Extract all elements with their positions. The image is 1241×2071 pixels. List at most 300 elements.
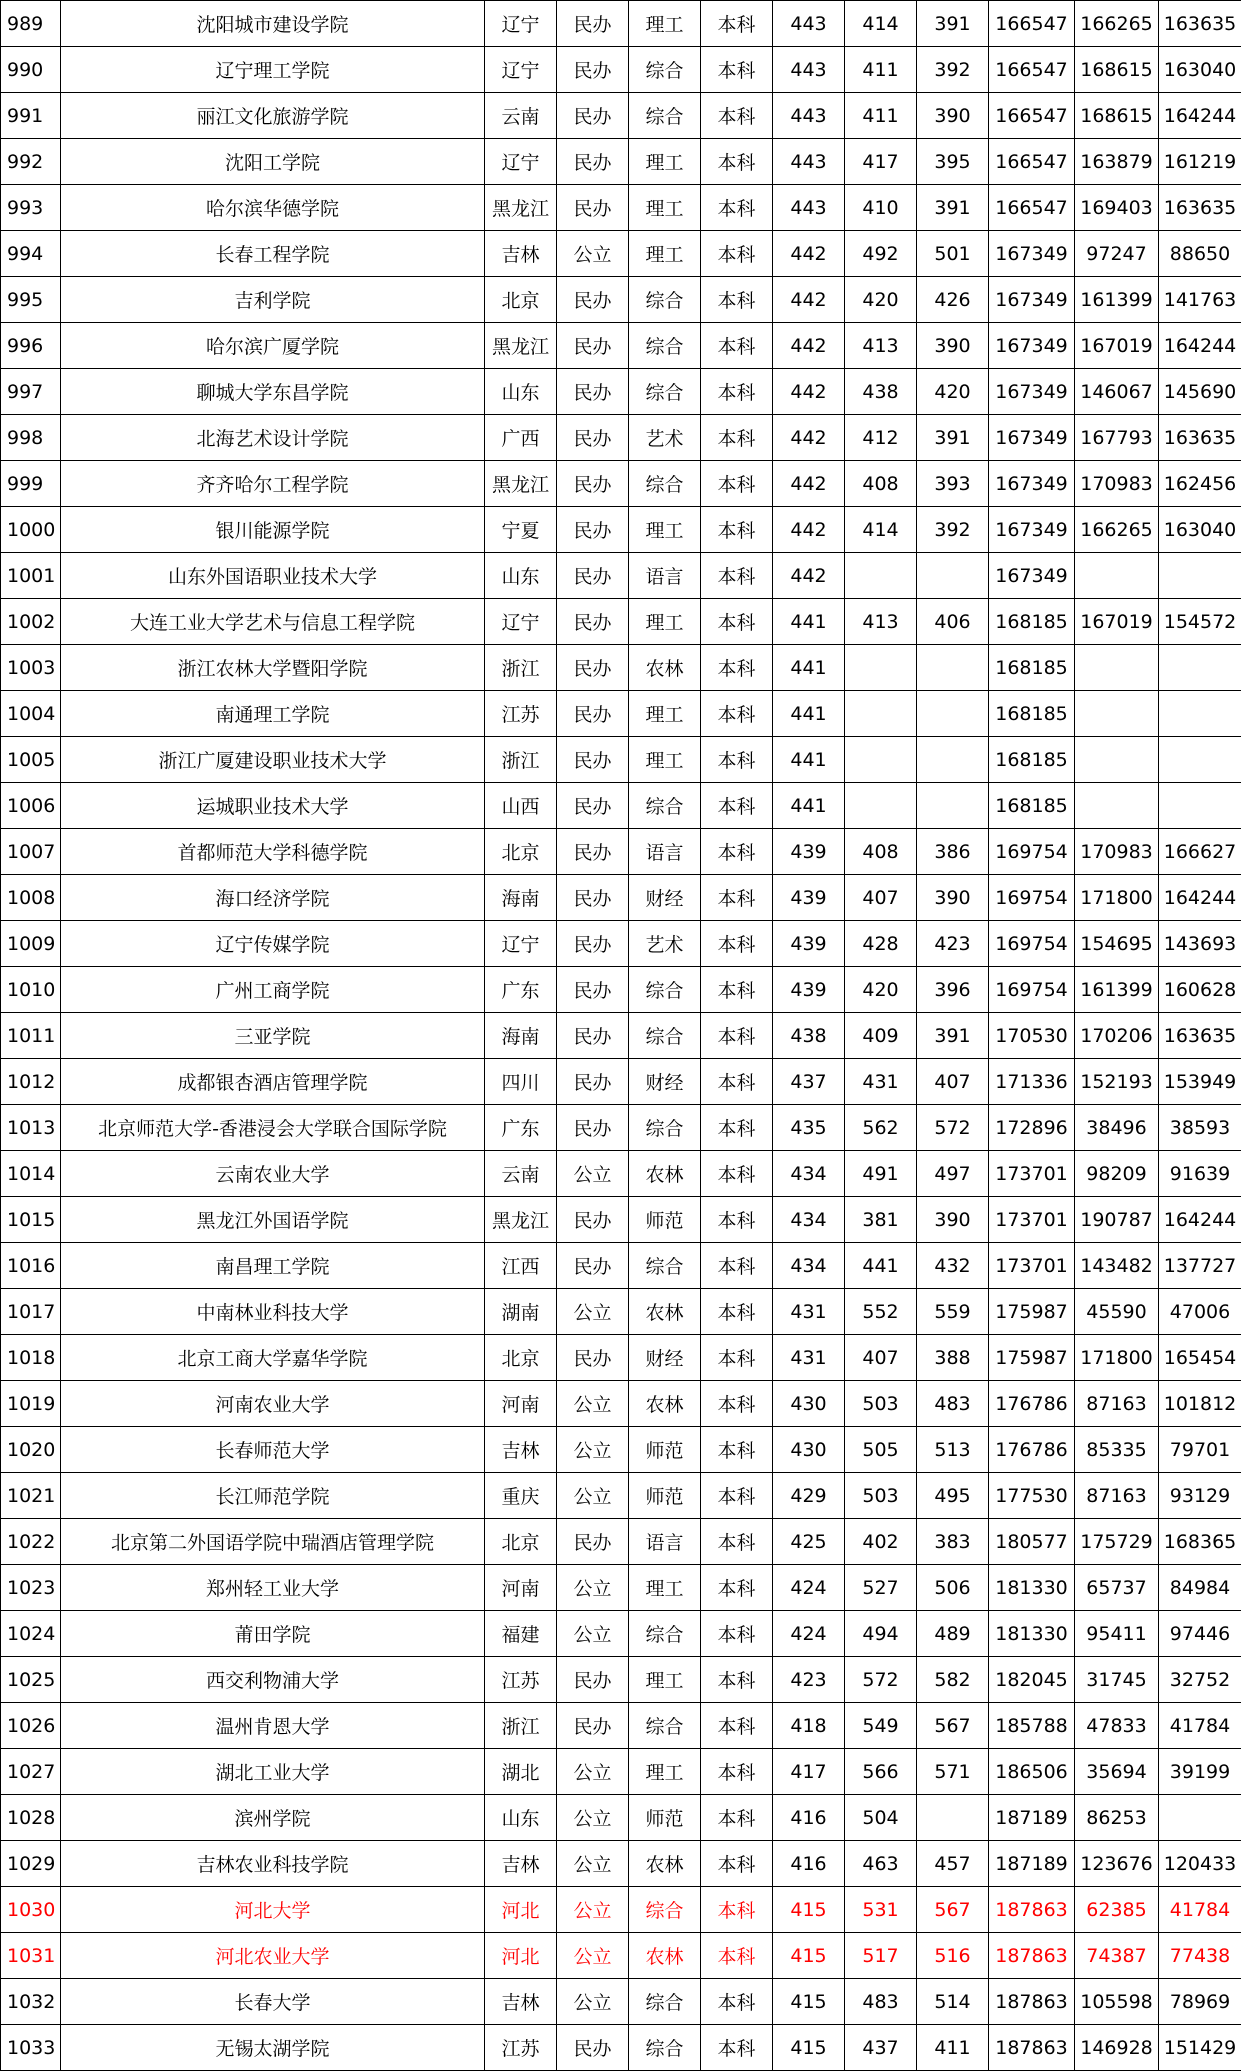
position-2-cell: 74387 [1075, 1933, 1159, 1979]
table-row [1, 1105, 1241, 1151]
rank-cell: 990 [1, 47, 61, 93]
score-2-cell: 412 [845, 415, 917, 461]
ownership-cell: 公立 [557, 1795, 629, 1841]
position-cell: 171336 [989, 1059, 1075, 1105]
score-2-cell: 411 [845, 93, 917, 139]
position-cell: 166547 [989, 1, 1075, 47]
province-cell: 四川 [485, 1059, 557, 1105]
score-2-cell: 517 [845, 1933, 917, 1979]
province-cell: 吉林 [485, 1841, 557, 1887]
rank-cell: 1027 [1, 1749, 61, 1795]
category-cell: 综合 [629, 967, 701, 1013]
province-cell: 黑龙江 [485, 185, 557, 231]
position-2-cell: 170206 [1075, 1013, 1159, 1059]
category-cell: 综合 [629, 1243, 701, 1289]
rank-cell: 1009 [1, 921, 61, 967]
score-cell: 439 [773, 829, 845, 875]
position-3-cell: 78969 [1159, 1979, 1241, 2025]
ownership-cell: 公立 [557, 1473, 629, 1519]
rank-cell: 1025 [1, 1657, 61, 1703]
score-2-cell: 408 [845, 461, 917, 507]
position-2-cell: 154695 [1075, 921, 1159, 967]
category-cell: 语言 [629, 829, 701, 875]
score-2-cell: 531 [845, 1887, 917, 1933]
rank-cell: 1015 [1, 1197, 61, 1243]
score-2-cell [845, 553, 917, 599]
position-3-cell: 163040 [1159, 507, 1241, 553]
ownership-cell: 民办 [557, 1519, 629, 1565]
school-name-cell: 海口经济学院 [61, 875, 485, 921]
category-cell: 理工 [629, 507, 701, 553]
score-3-cell: 391 [917, 1, 989, 47]
province-cell: 浙江 [485, 737, 557, 783]
province-cell: 吉林 [485, 231, 557, 277]
ownership-cell: 民办 [557, 415, 629, 461]
score-2-cell: 503 [845, 1473, 917, 1519]
category-cell: 艺术 [629, 415, 701, 461]
position-3-cell: 101812 [1159, 1381, 1241, 1427]
position-3-cell: 137727 [1159, 1243, 1241, 1289]
ownership-cell: 民办 [557, 93, 629, 139]
ownership-cell: 民办 [557, 921, 629, 967]
level-cell: 本科 [701, 1335, 773, 1381]
rank-cell: 1014 [1, 1151, 61, 1197]
score-2-cell: 549 [845, 1703, 917, 1749]
score-3-cell: 390 [917, 323, 989, 369]
level-cell: 本科 [701, 875, 773, 921]
score-3-cell: 393 [917, 461, 989, 507]
ownership-cell: 民办 [557, 369, 629, 415]
score-3-cell: 489 [917, 1611, 989, 1657]
score-cell: 417 [773, 1749, 845, 1795]
score-3-cell: 420 [917, 369, 989, 415]
position-cell: 168185 [989, 783, 1075, 829]
score-2-cell: 402 [845, 1519, 917, 1565]
position-cell: 187863 [989, 1887, 1075, 1933]
rank-cell: 1017 [1, 1289, 61, 1335]
province-cell: 黑龙江 [485, 1197, 557, 1243]
level-cell: 本科 [701, 415, 773, 461]
school-name-cell: 吉林农业科技学院 [61, 1841, 485, 1887]
province-cell: 河南 [485, 1565, 557, 1611]
score-3-cell: 406 [917, 599, 989, 645]
position-2-cell [1075, 783, 1159, 829]
position-2-cell: 170983 [1075, 461, 1159, 507]
table-row [1, 737, 1241, 783]
ownership-cell: 民办 [557, 47, 629, 93]
position-cell: 175987 [989, 1335, 1075, 1381]
position-2-cell: 169403 [1075, 185, 1159, 231]
category-cell: 综合 [629, 1887, 701, 1933]
position-3-cell: 141763 [1159, 277, 1241, 323]
table-body [1, 1, 1241, 2071]
position-2-cell [1075, 691, 1159, 737]
score-cell: 434 [773, 1151, 845, 1197]
rank-cell: 998 [1, 415, 61, 461]
position-2-cell: 85335 [1075, 1427, 1159, 1473]
position-2-cell: 31745 [1075, 1657, 1159, 1703]
position-3-cell [1159, 737, 1241, 783]
score-3-cell: 391 [917, 1013, 989, 1059]
position-cell: 166547 [989, 93, 1075, 139]
position-3-cell: 163040 [1159, 47, 1241, 93]
score-cell: 434 [773, 1243, 845, 1289]
score-3-cell: 582 [917, 1657, 989, 1703]
score-cell: 443 [773, 47, 845, 93]
position-3-cell: 164244 [1159, 1197, 1241, 1243]
score-cell: 441 [773, 783, 845, 829]
position-3-cell: 41784 [1159, 1703, 1241, 1749]
rank-cell: 1026 [1, 1703, 61, 1749]
score-2-cell [845, 645, 917, 691]
position-3-cell [1159, 553, 1241, 599]
ownership-cell: 民办 [557, 1335, 629, 1381]
position-2-cell: 143482 [1075, 1243, 1159, 1289]
province-cell: 北京 [485, 1335, 557, 1381]
level-cell: 本科 [701, 507, 773, 553]
score-3-cell: 390 [917, 875, 989, 921]
level-cell: 本科 [701, 1795, 773, 1841]
province-cell: 辽宁 [485, 1, 557, 47]
category-cell: 综合 [629, 1013, 701, 1059]
category-cell: 财经 [629, 875, 701, 921]
ownership-cell: 公立 [557, 1427, 629, 1473]
province-cell: 山东 [485, 553, 557, 599]
position-cell: 167349 [989, 553, 1075, 599]
score-cell: 415 [773, 2025, 845, 2071]
category-cell: 师范 [629, 1473, 701, 1519]
school-name-cell: 辽宁理工学院 [61, 47, 485, 93]
position-2-cell: 167019 [1075, 599, 1159, 645]
category-cell: 农林 [629, 1151, 701, 1197]
category-cell: 综合 [629, 783, 701, 829]
score-cell: 442 [773, 231, 845, 277]
province-cell: 辽宁 [485, 47, 557, 93]
position-3-cell: 97446 [1159, 1611, 1241, 1657]
rank-cell: 996 [1, 323, 61, 369]
position-cell: 187189 [989, 1841, 1075, 1887]
rank-cell: 997 [1, 369, 61, 415]
rank-cell: 1010 [1, 967, 61, 1013]
level-cell: 本科 [701, 231, 773, 277]
position-3-cell [1159, 1795, 1241, 1841]
school-name-cell: 长春大学 [61, 1979, 485, 2025]
province-cell: 江西 [485, 1243, 557, 1289]
category-cell: 农林 [629, 1841, 701, 1887]
rank-cell: 1002 [1, 599, 61, 645]
rank-cell: 1029 [1, 1841, 61, 1887]
table-row [1, 1243, 1241, 1289]
score-3-cell: 386 [917, 829, 989, 875]
ownership-cell: 民办 [557, 185, 629, 231]
position-cell: 166547 [989, 139, 1075, 185]
ownership-cell: 民办 [557, 1197, 629, 1243]
table-row [1, 323, 1241, 369]
category-cell: 理工 [629, 1749, 701, 1795]
score-cell: 423 [773, 1657, 845, 1703]
table-row [1, 1059, 1241, 1105]
school-name-cell: 浙江农林大学暨阳学院 [61, 645, 485, 691]
table-row [1, 1427, 1241, 1473]
score-2-cell: 566 [845, 1749, 917, 1795]
position-cell: 173701 [989, 1197, 1075, 1243]
ownership-cell: 公立 [557, 1933, 629, 1979]
position-3-cell: 163635 [1159, 185, 1241, 231]
ownership-cell: 公立 [557, 1151, 629, 1197]
rank-cell: 1031 [1, 1933, 61, 1979]
level-cell: 本科 [701, 1565, 773, 1611]
position-2-cell: 62385 [1075, 1887, 1159, 1933]
score-3-cell: 388 [917, 1335, 989, 1381]
score-cell: 441 [773, 737, 845, 783]
ownership-cell: 公立 [557, 1565, 629, 1611]
position-cell: 180577 [989, 1519, 1075, 1565]
level-cell: 本科 [701, 1749, 773, 1795]
ownership-cell: 民办 [557, 139, 629, 185]
table-row [1, 783, 1241, 829]
ownership-cell: 民办 [557, 875, 629, 921]
position-2-cell: 166265 [1075, 507, 1159, 553]
province-cell: 福建 [485, 1611, 557, 1657]
rank-cell: 1000 [1, 507, 61, 553]
score-3-cell: 513 [917, 1427, 989, 1473]
score-3-cell: 501 [917, 231, 989, 277]
score-2-cell: 494 [845, 1611, 917, 1657]
category-cell: 综合 [629, 47, 701, 93]
score-2-cell: 428 [845, 921, 917, 967]
position-3-cell: 164244 [1159, 875, 1241, 921]
score-cell: 439 [773, 921, 845, 967]
school-name-cell: 丽江文化旅游学院 [61, 93, 485, 139]
province-cell: 河北 [485, 1887, 557, 1933]
school-name-cell: 郑州轻工业大学 [61, 1565, 485, 1611]
table-row [1, 415, 1241, 461]
position-3-cell: 145690 [1159, 369, 1241, 415]
level-cell: 本科 [701, 553, 773, 599]
level-cell: 本科 [701, 1151, 773, 1197]
table-row [1, 1841, 1241, 1887]
table-row [1, 1703, 1241, 1749]
score-2-cell [845, 783, 917, 829]
score-cell: 415 [773, 1887, 845, 1933]
score-cell: 441 [773, 599, 845, 645]
position-cell: 168185 [989, 599, 1075, 645]
school-name-cell: 湖北工业大学 [61, 1749, 485, 1795]
level-cell: 本科 [701, 1887, 773, 1933]
level-cell: 本科 [701, 1243, 773, 1289]
level-cell: 本科 [701, 1657, 773, 1703]
rank-cell: 1011 [1, 1013, 61, 1059]
province-cell: 吉林 [485, 1979, 557, 2025]
position-3-cell: 143693 [1159, 921, 1241, 967]
score-cell: 416 [773, 1841, 845, 1887]
score-cell: 424 [773, 1565, 845, 1611]
score-cell: 442 [773, 415, 845, 461]
school-name-cell: 河北大学 [61, 1887, 485, 1933]
province-cell: 湖北 [485, 1749, 557, 1795]
score-3-cell: 392 [917, 47, 989, 93]
rank-cell: 992 [1, 139, 61, 185]
category-cell: 财经 [629, 1335, 701, 1381]
level-cell: 本科 [701, 1427, 773, 1473]
school-name-cell: 长春工程学院 [61, 231, 485, 277]
score-2-cell: 483 [845, 1979, 917, 2025]
table-row [1, 1151, 1241, 1197]
ownership-cell: 民办 [557, 1243, 629, 1289]
table-row [1, 507, 1241, 553]
level-cell: 本科 [701, 1979, 773, 2025]
school-name-cell: 三亚学院 [61, 1013, 485, 1059]
position-cell: 181330 [989, 1611, 1075, 1657]
province-cell: 山西 [485, 783, 557, 829]
level-cell: 本科 [701, 1473, 773, 1519]
table-row [1, 1289, 1241, 1335]
score-3-cell: 390 [917, 1197, 989, 1243]
ownership-cell: 公立 [557, 1887, 629, 1933]
score-2-cell: 441 [845, 1243, 917, 1289]
table-row [1, 369, 1241, 415]
position-cell: 167349 [989, 277, 1075, 323]
rank-cell: 995 [1, 277, 61, 323]
school-name-cell: 河北农业大学 [61, 1933, 485, 1979]
score-3-cell: 432 [917, 1243, 989, 1289]
position-2-cell: 35694 [1075, 1749, 1159, 1795]
ownership-cell: 公立 [557, 1749, 629, 1795]
province-cell: 浙江 [485, 1703, 557, 1749]
score-cell: 431 [773, 1335, 845, 1381]
score-cell: 442 [773, 461, 845, 507]
score-3-cell: 396 [917, 967, 989, 1013]
position-2-cell: 171800 [1075, 1335, 1159, 1381]
position-2-cell: 45590 [1075, 1289, 1159, 1335]
category-cell: 师范 [629, 1427, 701, 1473]
province-cell: 辽宁 [485, 599, 557, 645]
level-cell: 本科 [701, 1933, 773, 1979]
score-3-cell: 457 [917, 1841, 989, 1887]
score-3-cell: 395 [917, 139, 989, 185]
province-cell: 山东 [485, 369, 557, 415]
score-2-cell: 552 [845, 1289, 917, 1335]
table-row [1, 1795, 1241, 1841]
position-2-cell: 95411 [1075, 1611, 1159, 1657]
rank-cell: 1019 [1, 1381, 61, 1427]
position-3-cell: 32752 [1159, 1657, 1241, 1703]
category-cell: 综合 [629, 1979, 701, 2025]
score-cell: 437 [773, 1059, 845, 1105]
rank-cell: 1024 [1, 1611, 61, 1657]
score-cell: 438 [773, 1013, 845, 1059]
ownership-cell: 公立 [557, 231, 629, 277]
position-3-cell: 153949 [1159, 1059, 1241, 1105]
score-3-cell: 411 [917, 2025, 989, 2071]
category-cell: 综合 [629, 461, 701, 507]
position-2-cell: 105598 [1075, 1979, 1159, 2025]
table-row [1, 691, 1241, 737]
school-name-cell: 沈阳城市建设学院 [61, 1, 485, 47]
province-cell: 浙江 [485, 645, 557, 691]
table-row [1, 1565, 1241, 1611]
level-cell: 本科 [701, 1611, 773, 1657]
school-name-cell: 吉利学院 [61, 277, 485, 323]
school-name-cell: 运城职业技术大学 [61, 783, 485, 829]
table-row [1, 1335, 1241, 1381]
position-cell: 177530 [989, 1473, 1075, 1519]
position-cell: 181330 [989, 1565, 1075, 1611]
position-3-cell: 151429 [1159, 2025, 1241, 2071]
school-name-cell: 辽宁传媒学院 [61, 921, 485, 967]
ownership-cell: 公立 [557, 1381, 629, 1427]
ownership-cell: 民办 [557, 1013, 629, 1059]
score-3-cell: 506 [917, 1565, 989, 1611]
score-3-cell [917, 737, 989, 783]
position-3-cell: 161219 [1159, 139, 1241, 185]
position-2-cell: 146067 [1075, 369, 1159, 415]
table-row [1, 1933, 1241, 1979]
ownership-cell: 民办 [557, 2025, 629, 2071]
score-2-cell: 417 [845, 139, 917, 185]
category-cell: 语言 [629, 553, 701, 599]
category-cell: 理工 [629, 1, 701, 47]
table-row [1, 553, 1241, 599]
rank-cell: 991 [1, 93, 61, 139]
score-3-cell: 392 [917, 507, 989, 553]
score-cell: 441 [773, 645, 845, 691]
score-2-cell: 420 [845, 277, 917, 323]
score-2-cell: 413 [845, 599, 917, 645]
ownership-cell: 公立 [557, 1611, 629, 1657]
level-cell: 本科 [701, 967, 773, 1013]
position-2-cell: 152193 [1075, 1059, 1159, 1105]
score-3-cell: 423 [917, 921, 989, 967]
category-cell: 理工 [629, 691, 701, 737]
score-3-cell [917, 691, 989, 737]
score-2-cell: 504 [845, 1795, 917, 1841]
level-cell: 本科 [701, 93, 773, 139]
position-3-cell: 77438 [1159, 1933, 1241, 1979]
score-cell: 415 [773, 1933, 845, 1979]
position-2-cell: 170983 [1075, 829, 1159, 875]
score-cell: 434 [773, 1197, 845, 1243]
rank-cell: 1030 [1, 1887, 61, 1933]
table-row [1, 1611, 1241, 1657]
school-name-cell: 哈尔滨广厦学院 [61, 323, 485, 369]
level-cell: 本科 [701, 737, 773, 783]
rank-cell: 1005 [1, 737, 61, 783]
category-cell: 农林 [629, 1381, 701, 1427]
category-cell: 理工 [629, 1565, 701, 1611]
school-name-cell: 云南农业大学 [61, 1151, 485, 1197]
score-2-cell [845, 737, 917, 783]
rank-cell: 1032 [1, 1979, 61, 2025]
province-cell: 江苏 [485, 691, 557, 737]
ownership-cell: 民办 [557, 507, 629, 553]
position-3-cell: 166627 [1159, 829, 1241, 875]
position-cell: 175987 [989, 1289, 1075, 1335]
position-3-cell: 47006 [1159, 1289, 1241, 1335]
rank-cell: 1023 [1, 1565, 61, 1611]
category-cell: 语言 [629, 1519, 701, 1565]
province-cell: 江苏 [485, 1657, 557, 1703]
position-2-cell [1075, 645, 1159, 691]
school-name-cell: 中南林业科技大学 [61, 1289, 485, 1335]
province-cell: 广西 [485, 415, 557, 461]
score-3-cell: 516 [917, 1933, 989, 1979]
level-cell: 本科 [701, 2025, 773, 2071]
province-cell: 黑龙江 [485, 461, 557, 507]
table-row [1, 829, 1241, 875]
score-2-cell: 438 [845, 369, 917, 415]
category-cell: 农林 [629, 1289, 701, 1335]
